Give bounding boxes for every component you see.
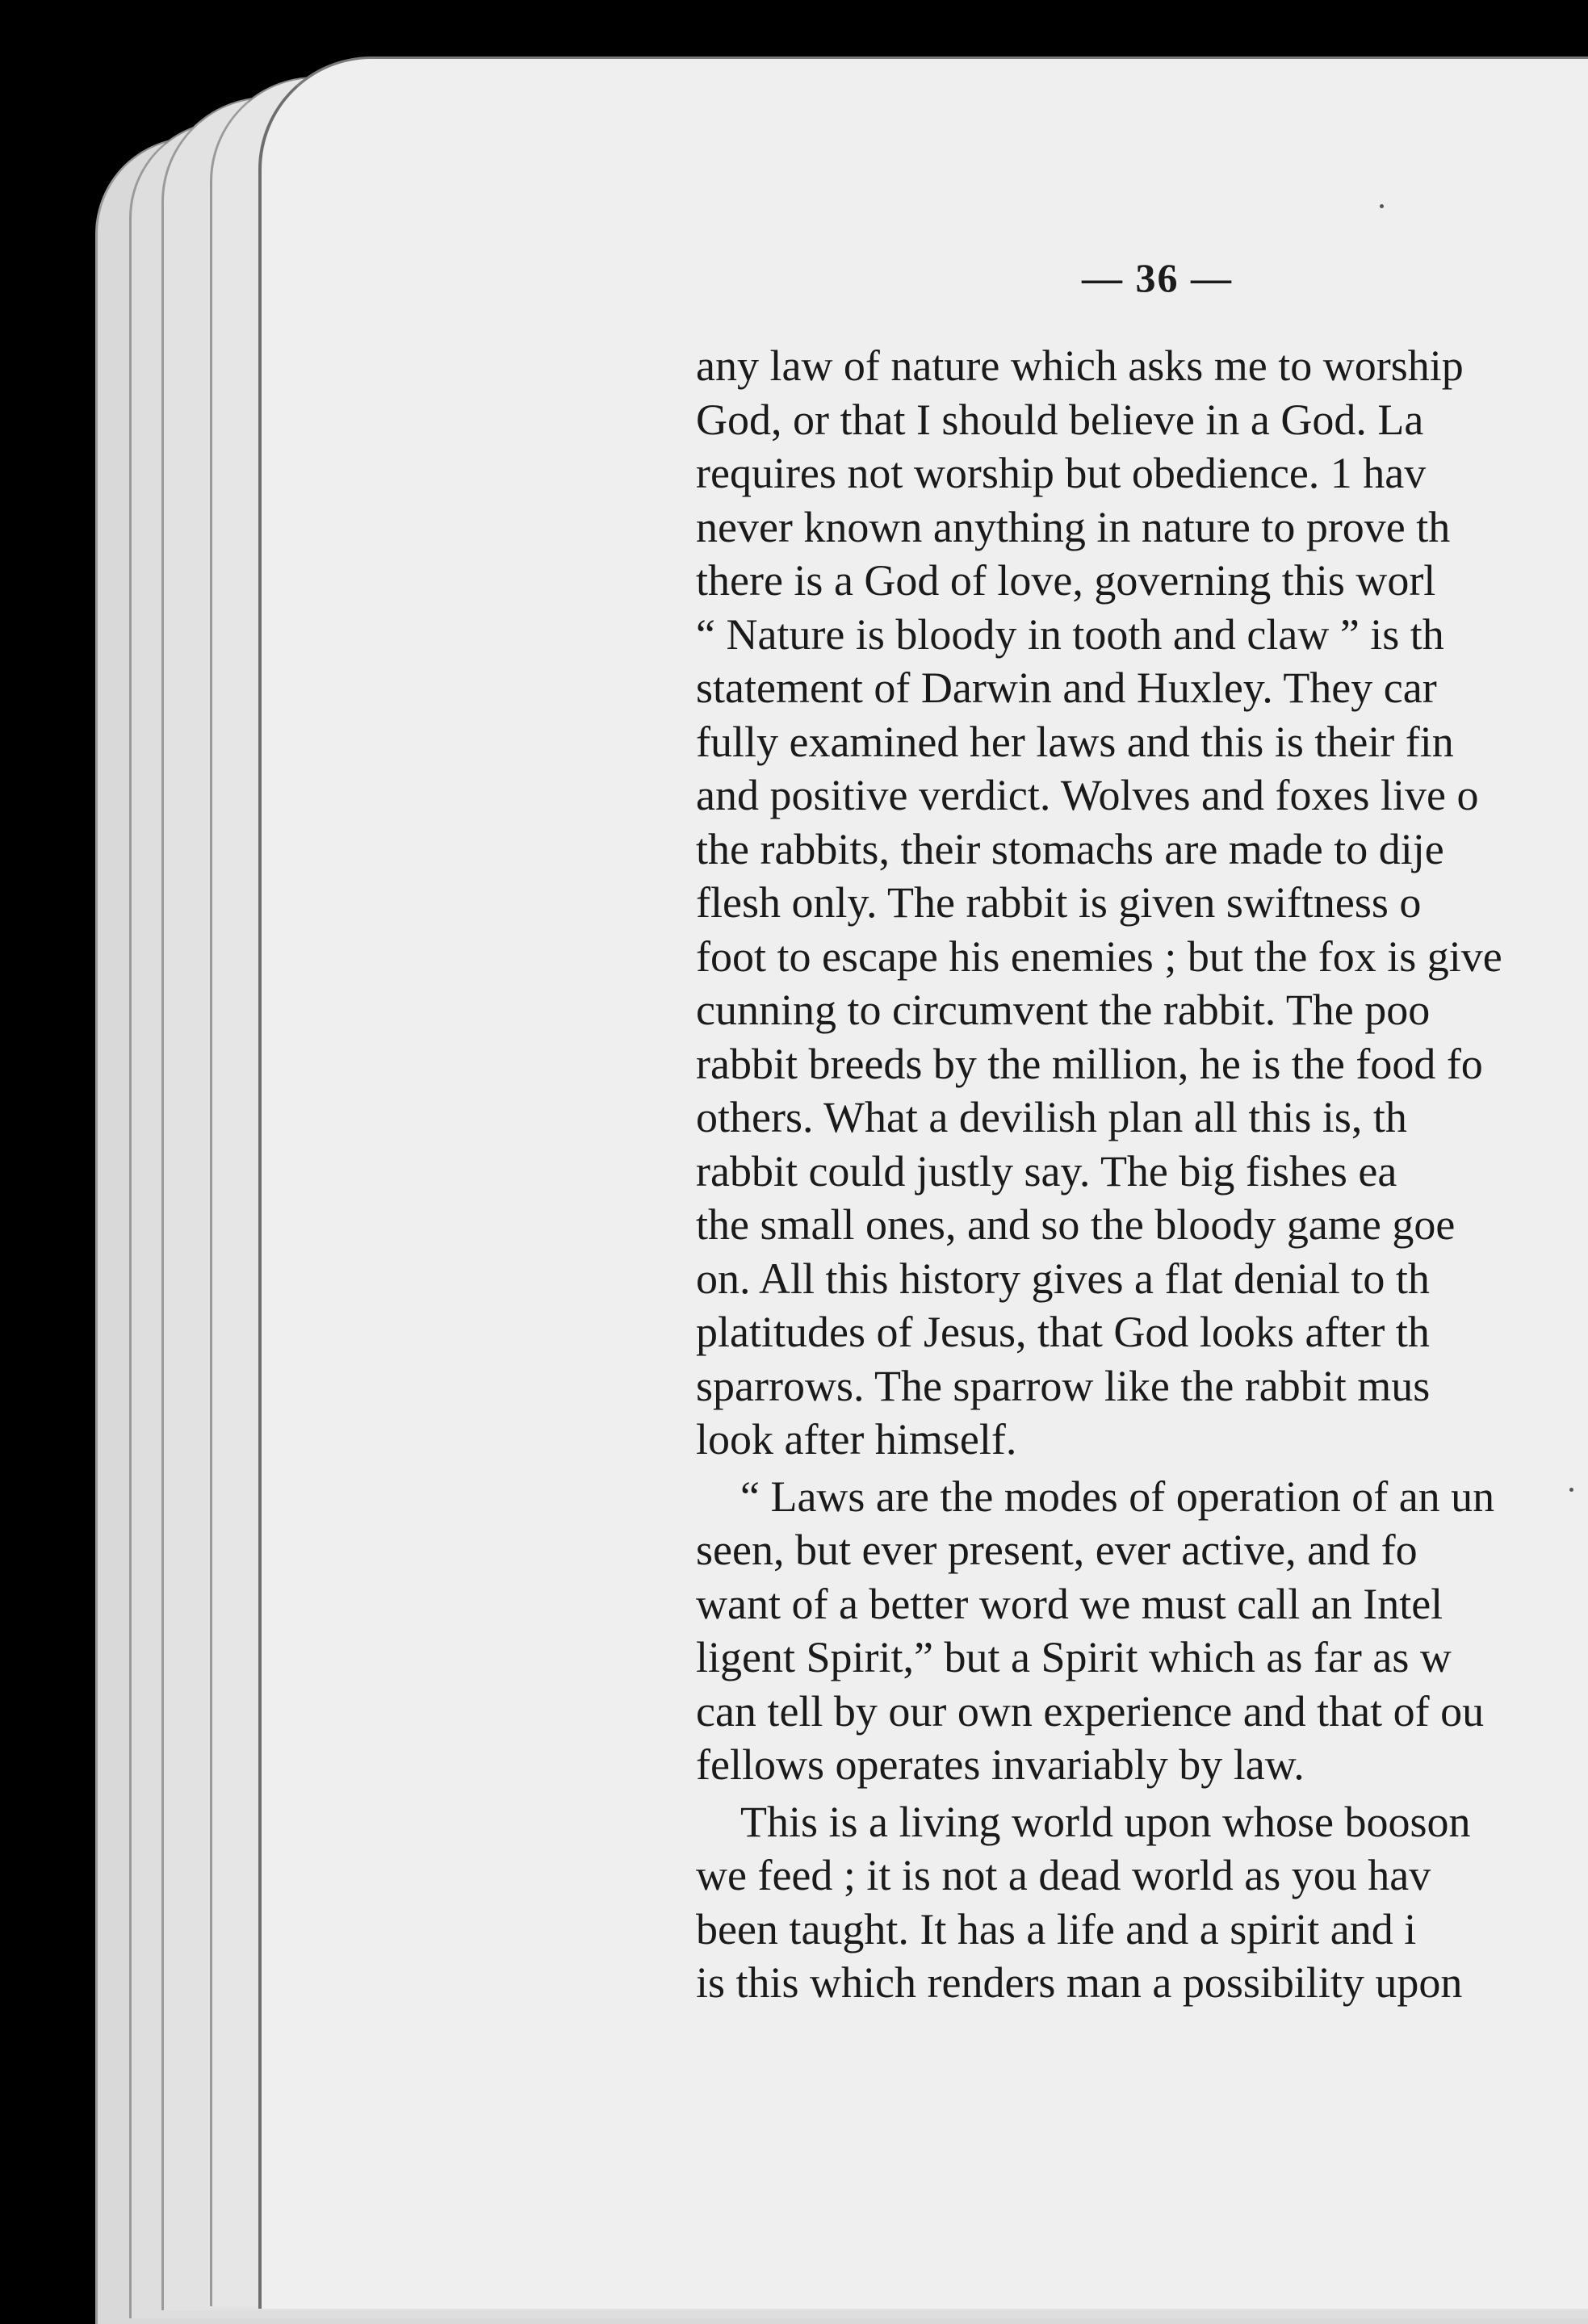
text-line: cunning to circumvent the rabbit. The poo [696, 986, 1431, 1034]
text-line: ligent Spirit,” but a Spirit which as far as w [696, 1633, 1452, 1681]
text-line: the small ones, and so the bloody game goe [696, 1200, 1456, 1249]
text-line: “ Nature is bloody in tooth and claw ” is th [696, 609, 1444, 659]
text-line: there is a God of love, governing this worl [696, 556, 1436, 605]
text-line: requires not worship but obedience. 1 hav [696, 449, 1427, 497]
text-line: statement of Darwin and Huxley. They car [696, 664, 1437, 712]
text-line: fully examined her laws and this is their fin [696, 717, 1454, 766]
text-line: flesh only. The rabbit is given swiftness o [696, 878, 1422, 927]
text-line: never known anything in nature to prove th [696, 502, 1451, 551]
text-line: can tell by our own experience and that of ou [696, 1686, 1485, 1736]
text-line: This is a living world upon whose booson [740, 1797, 1471, 1846]
text-line: been taught. It has a life and a spirit and i [696, 1904, 1417, 1953]
body-text [696, 339, 1588, 2010]
text-line: sparrows. The sparrow like the rabbit mus [696, 1361, 1431, 1410]
text-line: we feed ; it is not a dead world as you hav [696, 1851, 1431, 1899]
text-line: on. All this history gives a flat denial to th [696, 1254, 1430, 1303]
text-line: the rabbits, their stomachs are made to dije [696, 824, 1444, 873]
text-line: and positive verdict. Wolves and foxes live o [696, 771, 1479, 819]
text-line: rabbit breeds by the million, he is the food fo [696, 1039, 1483, 1088]
speck [1380, 204, 1384, 208]
text-line: any law of nature which asks me to worship [696, 341, 1464, 390]
text-line: rabbit could justly say. The big fishes ea [696, 1146, 1397, 1195]
text-line: fellows operates invariably by law. [696, 1740, 1305, 1789]
text-line: foot to escape his enemies ; but the fox is give [696, 932, 1502, 981]
page-number: — 36 — [1082, 255, 1233, 300]
text-line: platitudes of Jesus, that God looks after th [696, 1308, 1430, 1356]
text-line: others. What a devilish plan all this is, th [696, 1093, 1407, 1141]
text-line: “ Laws are the modes of operation of an un [740, 1472, 1495, 1521]
text-line: seen, but ever present, ever active, and fo [696, 1526, 1418, 1574]
text-line: look after himself. [696, 1415, 1017, 1463]
text-line: is this which renders man a possibility upon [696, 1958, 1463, 2007]
text-line: want of a better word we must call an Intel [696, 1579, 1443, 1628]
text-line: God, or that I should believe in a God. La [696, 395, 1424, 444]
